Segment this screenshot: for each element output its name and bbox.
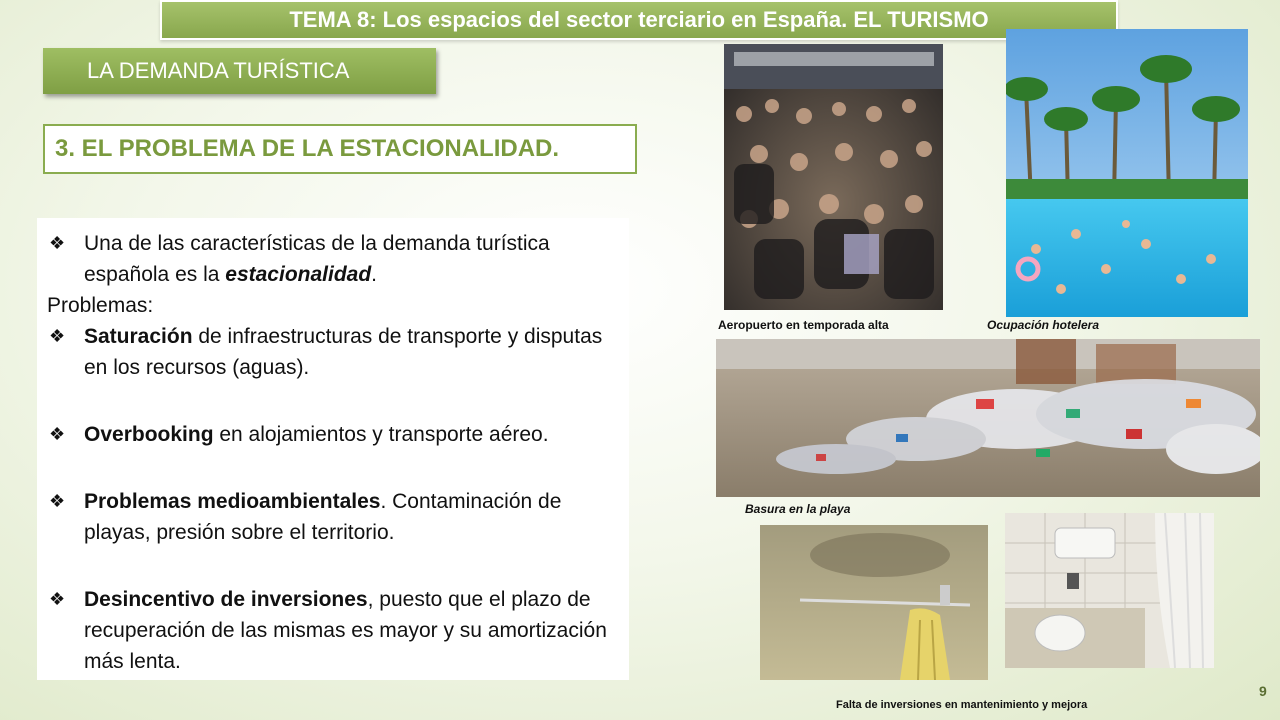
- diamond-bullet-icon: ❖: [49, 233, 66, 253]
- hotel-pool-photo: [1006, 29, 1248, 317]
- caption-hotel: Ocupación hotelera: [987, 318, 1100, 332]
- bullet-item: [47, 419, 619, 450]
- diamond-bullet-icon: ❖: [49, 589, 66, 609]
- bullet-item: [47, 584, 619, 677]
- problems-label: Problemas:: [47, 294, 154, 317]
- shower-photo: [760, 525, 988, 680]
- bullet-text: [84, 584, 619, 677]
- airport-photo: [724, 44, 943, 310]
- subtopic-tab: LA DEMANDA TURÍSTICA: [43, 48, 436, 94]
- text-panel: [37, 218, 629, 680]
- bullet-rest: en alojamientos y transporte aéreo.: [213, 423, 549, 446]
- diamond-bullet-icon: ❖: [49, 424, 66, 444]
- page-number: 9: [1259, 683, 1267, 699]
- bullet-item: [47, 321, 619, 383]
- intro-end: .: [371, 263, 378, 286]
- bullet-text: [84, 228, 619, 290]
- bullet-bold: Problemas medioambientales: [84, 490, 381, 513]
- bullet-rest: . Contaminación de playas, presión sobre el territorio.: [84, 490, 562, 544]
- section-heading: 3. EL PROBLEMA DE LA ESTACIONALIDAD.: [43, 124, 637, 174]
- bullet-intro: [47, 228, 619, 290]
- diamond-bullet-icon: ❖: [49, 326, 66, 346]
- bullet-rest: de infraestructuras de transporte y disputas en los recursos (aguas).: [84, 325, 603, 379]
- intro-text: Una de las características de la demanda turística española es la: [84, 232, 550, 286]
- bathroom-photo: [1005, 513, 1214, 668]
- bullet-bold: Saturación: [84, 325, 193, 348]
- bullet-bold: Overbooking: [84, 423, 214, 446]
- bullet-text: [84, 486, 619, 548]
- slide-title: TEMA 8: Los espacios del sector terciario en España. EL TURISMO: [160, 0, 1118, 40]
- bullet-text: [84, 419, 619, 450]
- intro-emphasis: estacionalidad: [225, 263, 372, 286]
- bullet-bold: Desincentivo de inversiones: [84, 588, 368, 611]
- bullet-item: [47, 486, 619, 548]
- beach-garbage-photo: [716, 339, 1260, 497]
- bullet-rest: , puesto que el plazo de recuperación de las mismas es mayor y su amortización más lenta.: [84, 588, 607, 673]
- caption-maintenance: Falta de inversiones en mantenimiento y mejora: [836, 699, 1088, 711]
- caption-beach: Basura en la playa: [745, 502, 851, 516]
- bullet-text: [84, 321, 619, 383]
- caption-airport: Aeropuerto en temporada alta: [718, 318, 889, 332]
- diamond-bullet-icon: ❖: [49, 491, 66, 511]
